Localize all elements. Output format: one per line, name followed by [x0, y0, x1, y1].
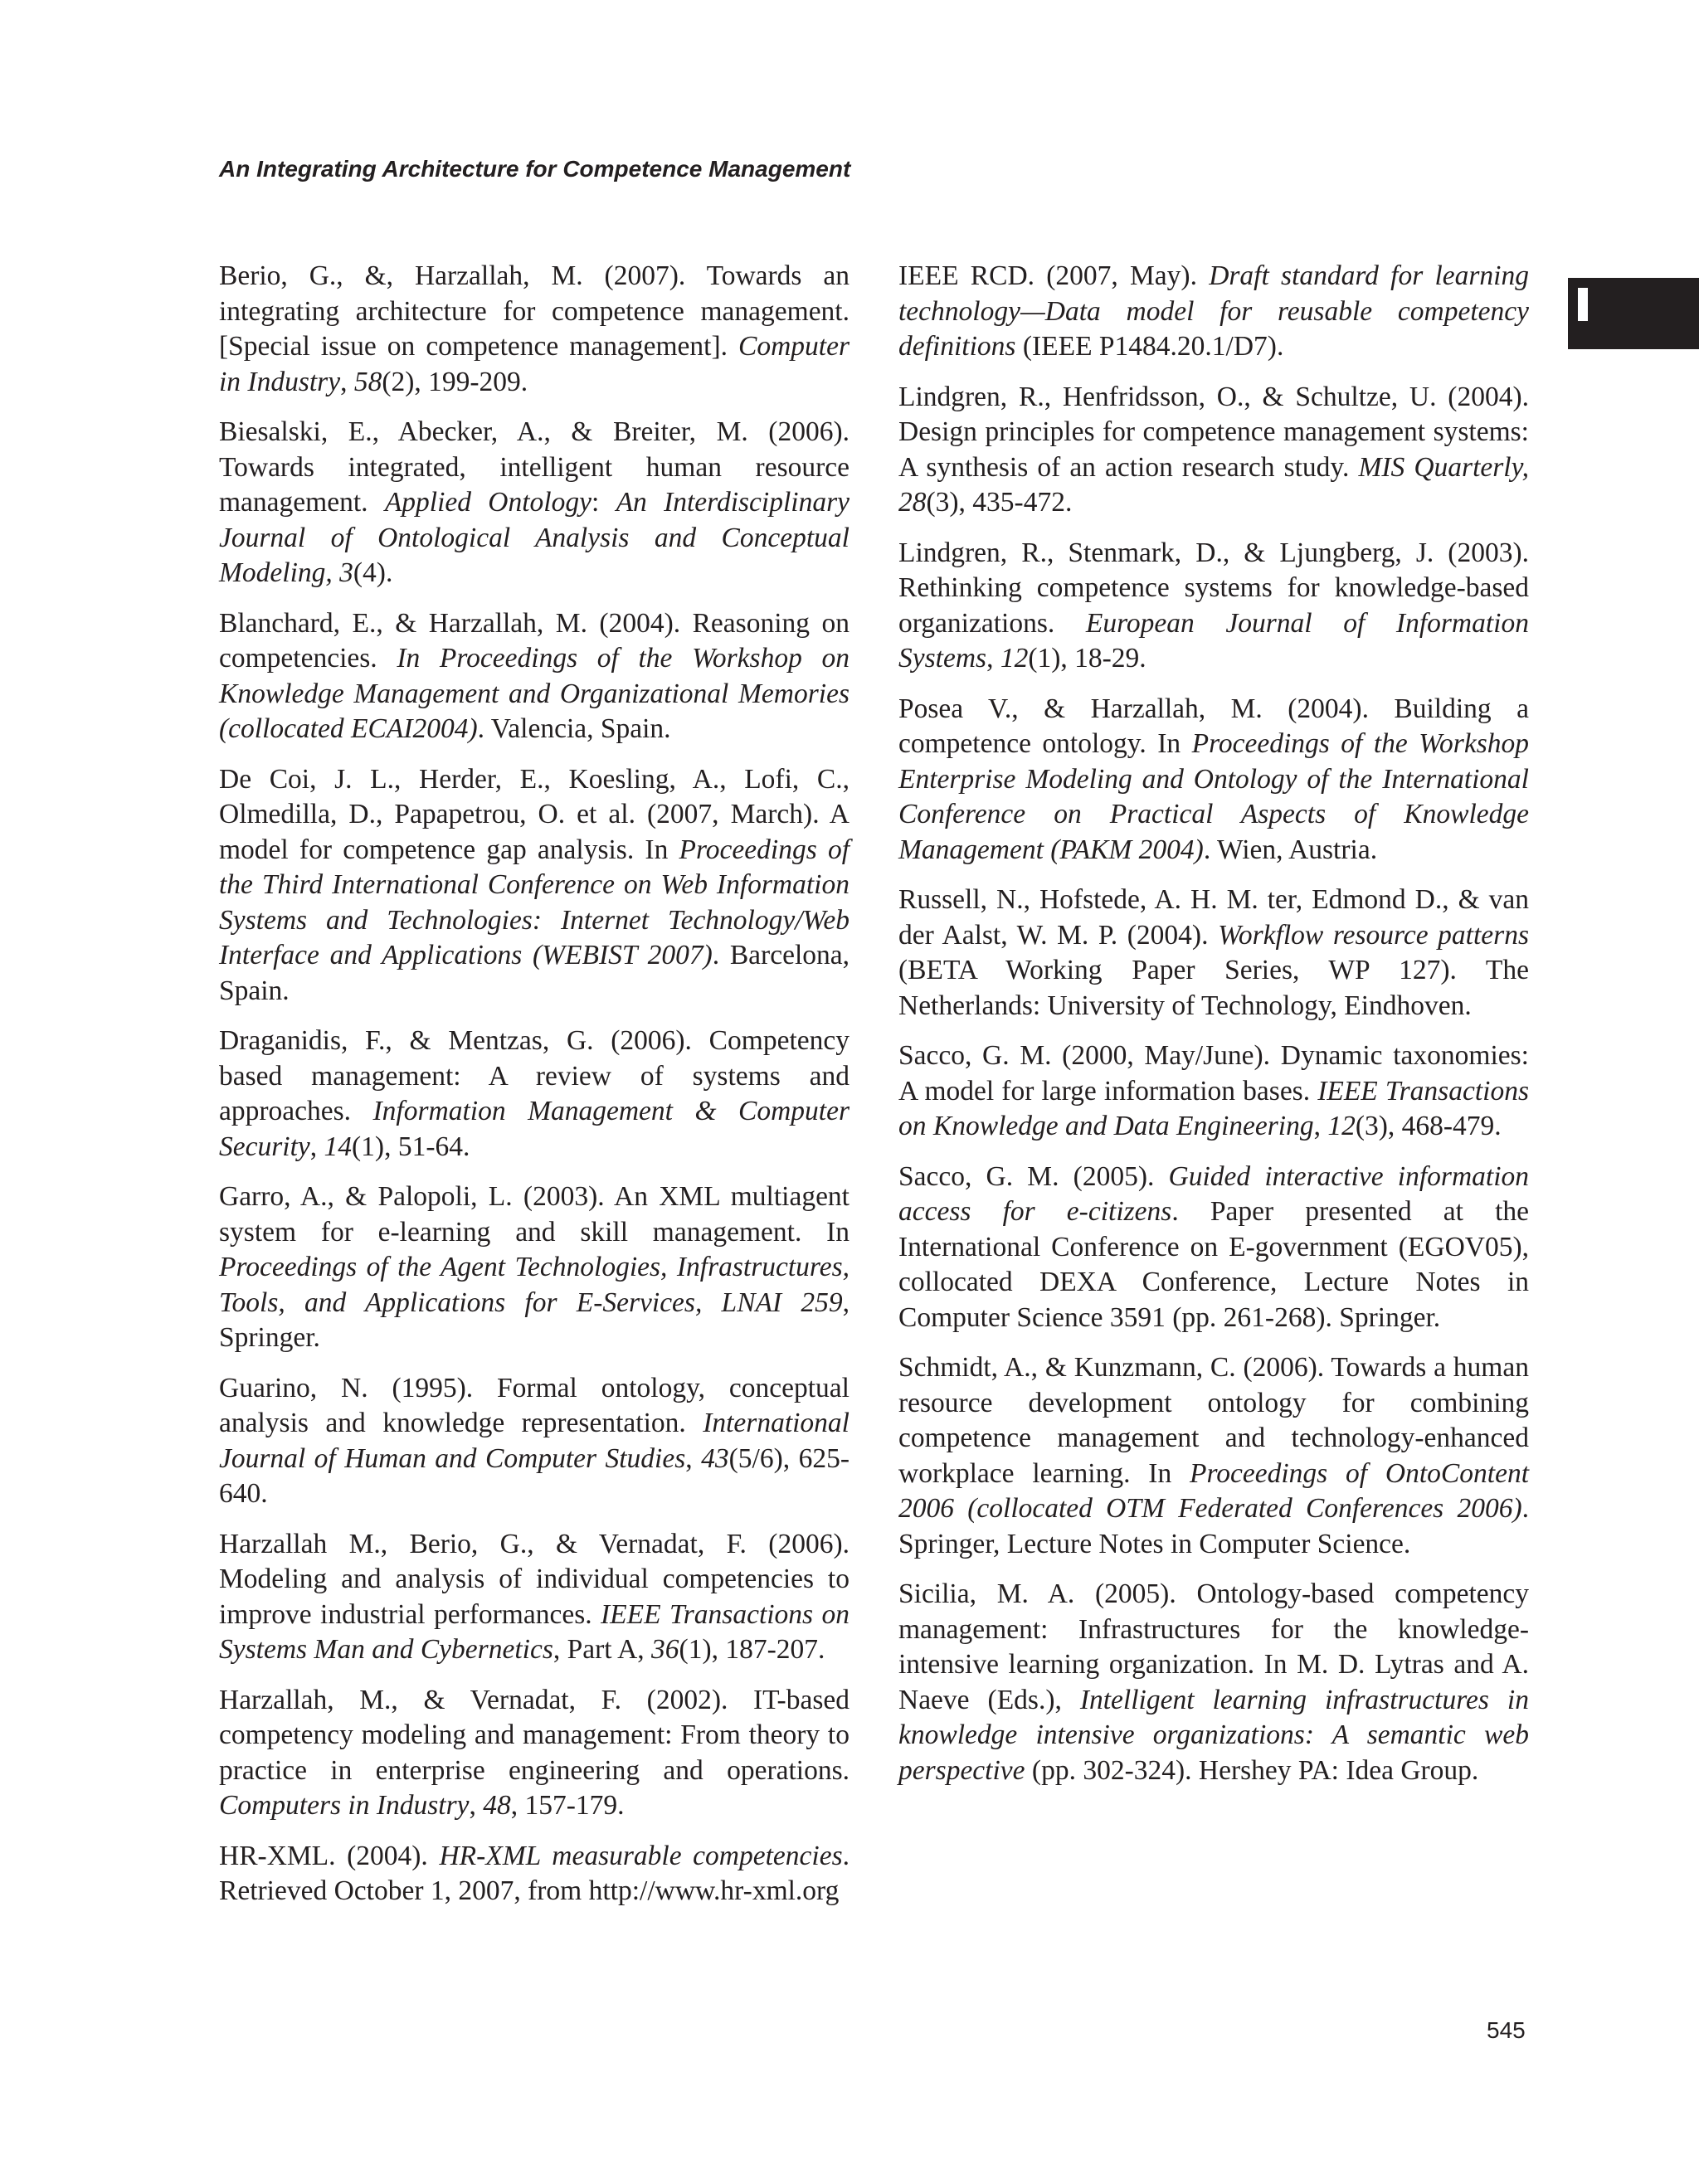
reference-text: Guarino, N. (1995). Formal ontology, conceptual analysis and knowledge representation. — [219, 1372, 850, 1438]
reference-text: Draganidis, F., & Mentzas, G. (2006). Competency based management: A review of systems and approaches. — [219, 1025, 850, 1126]
reference-text: , Part A, — [553, 1634, 652, 1665]
reference-text: Garro, A., & Palopoli, L. (2003). An XML multiagent system for e-learning and skill management. In — [219, 1181, 850, 1248]
reference-entry — [219, 415, 850, 591]
reference-text: (5/6), 625-640. — [219, 1442, 850, 1509]
reference-text: (3), 435-472. — [926, 487, 1073, 518]
reference-text: : — [591, 487, 616, 518]
reference-text: Berio, G., &, Harzallah, M. (2007). Towards an integrating architecture for competence management. [Special issue on competence management]. — [219, 260, 850, 362]
section-thumb-tab — [1568, 278, 1699, 349]
reference-text: Sicilia, M. A. (2005). Ontology-based competency management: Infrastructures for the knowledge-intensive learning organization. In M. D. Lytras and A. Naeve (Eds.), — [898, 1578, 1529, 1715]
reference-text: , 157-179. — [510, 1790, 625, 1821]
reference-text: . Paper presented at the International Conference on E-government (EGOV05), collocated DEXA Conference, Lecture Notes in Computer Science 3591 (pp. 261-268). Springer. — [898, 1196, 1529, 1333]
page-number: 545 — [1487, 2017, 1526, 2043]
reference-text: , — [340, 366, 354, 397]
reference-text: . Retrieved October 1, 2007, from http://www.hr-xml.org — [219, 1840, 850, 1906]
reference-entry — [898, 1350, 1529, 1562]
reference-text: , — [1313, 1111, 1328, 1141]
reference-text: . Springer, Lecture Notes in Computer Science. — [898, 1493, 1529, 1559]
reference-entry — [898, 883, 1529, 1024]
reference-text: Lindgren, R., Henfridsson, O., & Schultze, U. (2004). Design principles for competence management systems: A synthesis of an action research study. — [898, 381, 1529, 483]
reference-text: (1), 18-29. — [1028, 643, 1146, 674]
reference-text: (3), 468-479. — [1355, 1111, 1502, 1141]
reference-text: De Coi, J. L., Herder, E., Koesling, A., Lofi, C., Olmedilla, D., Papapetrou, O. et al. (2007, March). A model for competence gap analysis. In — [219, 763, 850, 865]
section-letter-i — [1578, 288, 1588, 321]
reference-italic-text: 58 — [353, 366, 382, 397]
running-title: An Integrating Architecture for Competence Management — [219, 156, 851, 182]
reference-entry — [219, 1371, 850, 1512]
reference-entry — [898, 380, 1529, 521]
references-left-column — [219, 259, 850, 1924]
reference-text: , Springer. — [219, 1287, 850, 1353]
reference-italic-text: Intelligent learning infrastructures in knowledge intensive organizations: A semantic web perspective — [898, 1684, 1529, 1786]
reference-text: . Valencia, Spain. — [477, 713, 671, 744]
reference-entry — [898, 536, 1529, 677]
reference-italic-text: Workflow resource patterns — [1218, 919, 1529, 951]
reference-text: , — [309, 1131, 324, 1162]
reference-italic-text: International Journal of Human and Computer Studies — [219, 1408, 850, 1474]
reference-italic-text: Computer in Industry — [219, 331, 850, 397]
reference-italic-text: Draft standard for learning technology—Data model for reusable competency definitions — [898, 260, 1529, 362]
reference-text: Sacco, G. M. (2000, May/June). Dynamic taxonomies: A model for large information bases. — [898, 1040, 1529, 1107]
reference-entry — [219, 259, 850, 400]
reference-entry — [219, 606, 850, 747]
reference-italic-text: MIS Quarterly, 28 — [898, 451, 1529, 518]
reference-entry — [219, 1180, 850, 1356]
reference-text: (BETA Working Paper Series, WP 127). The Netherlands: University of Technology, Eindhoven. — [898, 955, 1529, 1021]
reference-entry — [219, 762, 850, 1009]
reference-text: Blanchard, E., & Harzallah, M. (2004). Reasoning on competencies. — [219, 607, 850, 674]
reference-text: (2), 199-209. — [382, 366, 528, 397]
reference-text: Lindgren, R., Stenmark, D., & Ljungberg, J. (2003). Rethinking competence systems for knowledge-based organizations. — [898, 537, 1529, 639]
reference-text: , — [986, 643, 1000, 674]
reference-italic-text: Proceedings of the Third International Conference on Web Information Systems and Technologies: Internet Technology/Web Interface and Applications (WEBIST 2007) — [219, 834, 850, 970]
reference-text: Schmidt, A., & Kunzmann, C. (2006). Towards a human resource development ontology for combining competence management and technology-enhanced workplace learning. In — [898, 1352, 1529, 1489]
reference-text: (IEEE P1484.20.1/D7). — [1015, 331, 1284, 362]
reference-text: . Wien, Austria. — [1203, 834, 1378, 865]
reference-italic-text: Guided interactive information access for e-citizens — [898, 1160, 1529, 1227]
reference-italic-text: Proceedings of the Workshop Enterprise Modeling and Ontology of the International Conference on Practical Aspects of Knowledge Management (PAKM 2004) — [898, 728, 1529, 865]
reference-italic-text: 43 — [701, 1442, 729, 1474]
reference-italic-text: IEEE Transactions on Systems Man and Cybernetics — [219, 1598, 850, 1665]
reference-italic-text: 36 — [651, 1634, 679, 1665]
reference-italic-text: Computers in Industry — [219, 1790, 470, 1821]
reference-text: (4). — [353, 557, 393, 588]
reference-italic-text: 48 — [483, 1790, 511, 1821]
reference-text: Posea V., & Harzallah, M. (2004). Building a competence ontology. In — [898, 693, 1529, 759]
reference-text: Sacco, G. M. (2005). — [898, 1160, 1169, 1192]
references-right-column — [898, 259, 1529, 1803]
reference-italic-text: An Interdisciplinary Journal of Ontological Analysis and Conceptual Modeling, 3 — [219, 487, 850, 588]
reference-text: (1), 187-207. — [679, 1634, 825, 1665]
reference-italic-text: Proceedings of OntoContent 2006 (collocated OTM Federated Conferences 2006) — [898, 1457, 1529, 1524]
reference-text: HR-XML. (2004). — [219, 1840, 440, 1871]
reference-italic-text: 12 — [1000, 643, 1029, 674]
reference-entry — [219, 1839, 850, 1909]
reference-text: . Barcelona, Spain. — [219, 940, 850, 1006]
reference-entry — [219, 1527, 850, 1668]
reference-italic-text: Information Management & Computer Security — [219, 1096, 850, 1162]
reference-text: , — [685, 1442, 702, 1474]
reference-italic-text: 12 — [1327, 1111, 1356, 1141]
reference-italic-text: European Journal of Information Systems — [898, 607, 1529, 674]
reference-text: Russell, N., Hofstede, A. H. M. ter, Edmond D., & van der Aalst, W. M. P. (2004). — [898, 884, 1529, 951]
reference-italic-text: HR-XML measurable competencies — [439, 1840, 843, 1871]
reference-italic-text: Applied Ontology — [384, 487, 591, 518]
reference-entry — [219, 1683, 850, 1824]
reference-italic-text: In Proceedings of the Workshop on Knowledge Management and Organizational Memories (collocated ECAI2004) — [219, 643, 850, 744]
reference-entry — [898, 1160, 1529, 1336]
reference-text: Harzallah, M., & Vernadat, F. (2002). IT-based competency modeling and management: From theory to practice in enterprise engineering and operations. — [219, 1684, 850, 1786]
reference-entry — [898, 1038, 1529, 1145]
reference-entry — [898, 1577, 1529, 1788]
reference-text: (1), 51-64. — [352, 1131, 470, 1162]
reference-text: , — [469, 1790, 484, 1821]
reference-italic-text: IEEE Transactions on Knowledge and Data Engineering — [898, 1075, 1529, 1141]
reference-italic-text: 14 — [324, 1131, 353, 1162]
reference-text: (pp. 302-324). Hershey PA: Idea Group. — [1025, 1754, 1479, 1786]
reference-entry — [898, 259, 1529, 365]
reference-entry — [898, 692, 1529, 868]
reference-entry — [219, 1024, 850, 1165]
reference-italic-text: Proceedings of the Agent Technologies, Infrastructures, Tools, and Applications for E-Services, LNAI 259 — [219, 1252, 850, 1318]
reference-text: Harzallah M., Berio, G., & Vernadat, F. (2006). Modeling and analysis of individual competencies to improve industrial performances. — [219, 1528, 850, 1630]
reference-text: Biesalski, E., Abecker, A., & Breiter, M. (2006). Towards integrated, intelligent human resource management. — [219, 416, 850, 518]
reference-text: IEEE RCD. (2007, May). — [898, 260, 1210, 291]
